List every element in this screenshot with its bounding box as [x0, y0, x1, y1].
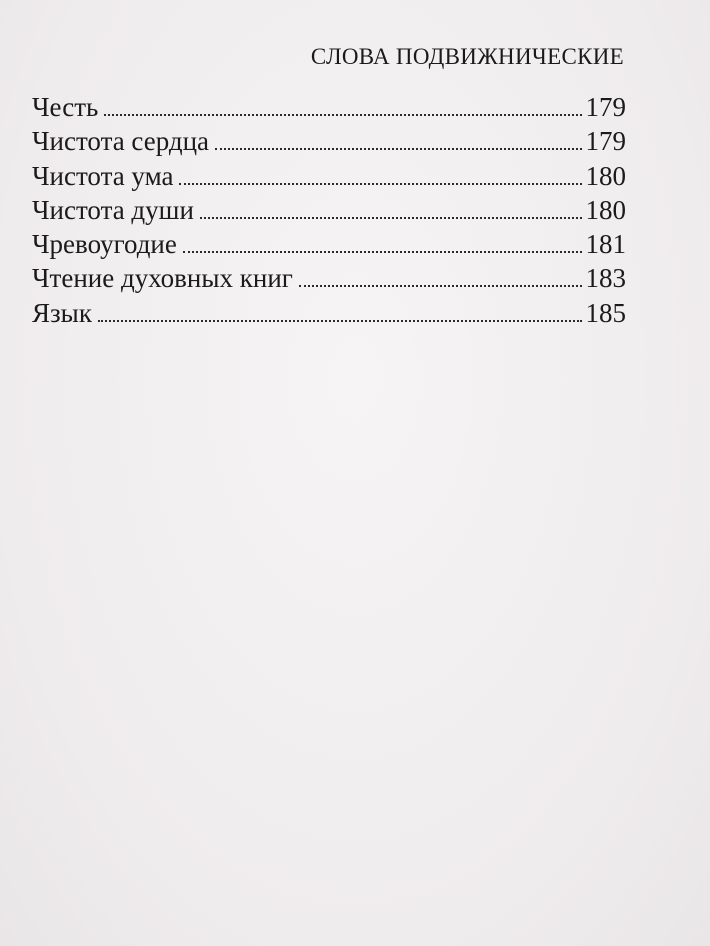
- running-head: СЛОВА ПОДВИЖНИЧЕСКИЕ: [310, 44, 624, 69]
- dot-leader: [104, 114, 581, 116]
- table-of-contents: [32, 90, 626, 330]
- toc-entry: [32, 124, 626, 158]
- toc-entry-title: Чистота ума: [32, 160, 174, 191]
- toc-entry-page: 181: [585, 229, 626, 260]
- toc-entry: [32, 296, 626, 330]
- toc-entry-page: 180: [585, 194, 626, 225]
- toc-entry-page: 179: [585, 92, 626, 122]
- dot-leader: [215, 148, 581, 150]
- dot-leader: [299, 285, 582, 287]
- toc-entry-title: Честь: [32, 92, 99, 122]
- toc-entry-page: 183: [585, 263, 626, 294]
- dot-leader: [200, 217, 582, 219]
- toc-entry-title: Чревоугодие: [32, 229, 177, 260]
- toc-entry-page: 179: [585, 126, 626, 157]
- toc-entry: [32, 261, 626, 295]
- toc-entry-title: Чистота души: [32, 194, 194, 225]
- toc-entry: [32, 159, 626, 193]
- toc-entry: [32, 227, 626, 261]
- dot-leader: [183, 251, 582, 253]
- toc-entry-title: Язык: [32, 297, 92, 328]
- toc-entry-title: Чтение духовных книг: [32, 263, 293, 294]
- toc-entry: [32, 90, 626, 124]
- toc-entry-page: 185: [585, 297, 626, 328]
- toc-entry-title: Чистота сердца: [32, 126, 210, 157]
- toc-entry: [32, 193, 626, 227]
- toc-entry-page: 180: [585, 160, 626, 191]
- dot-leader: [98, 320, 582, 322]
- dot-leader: [179, 183, 581, 185]
